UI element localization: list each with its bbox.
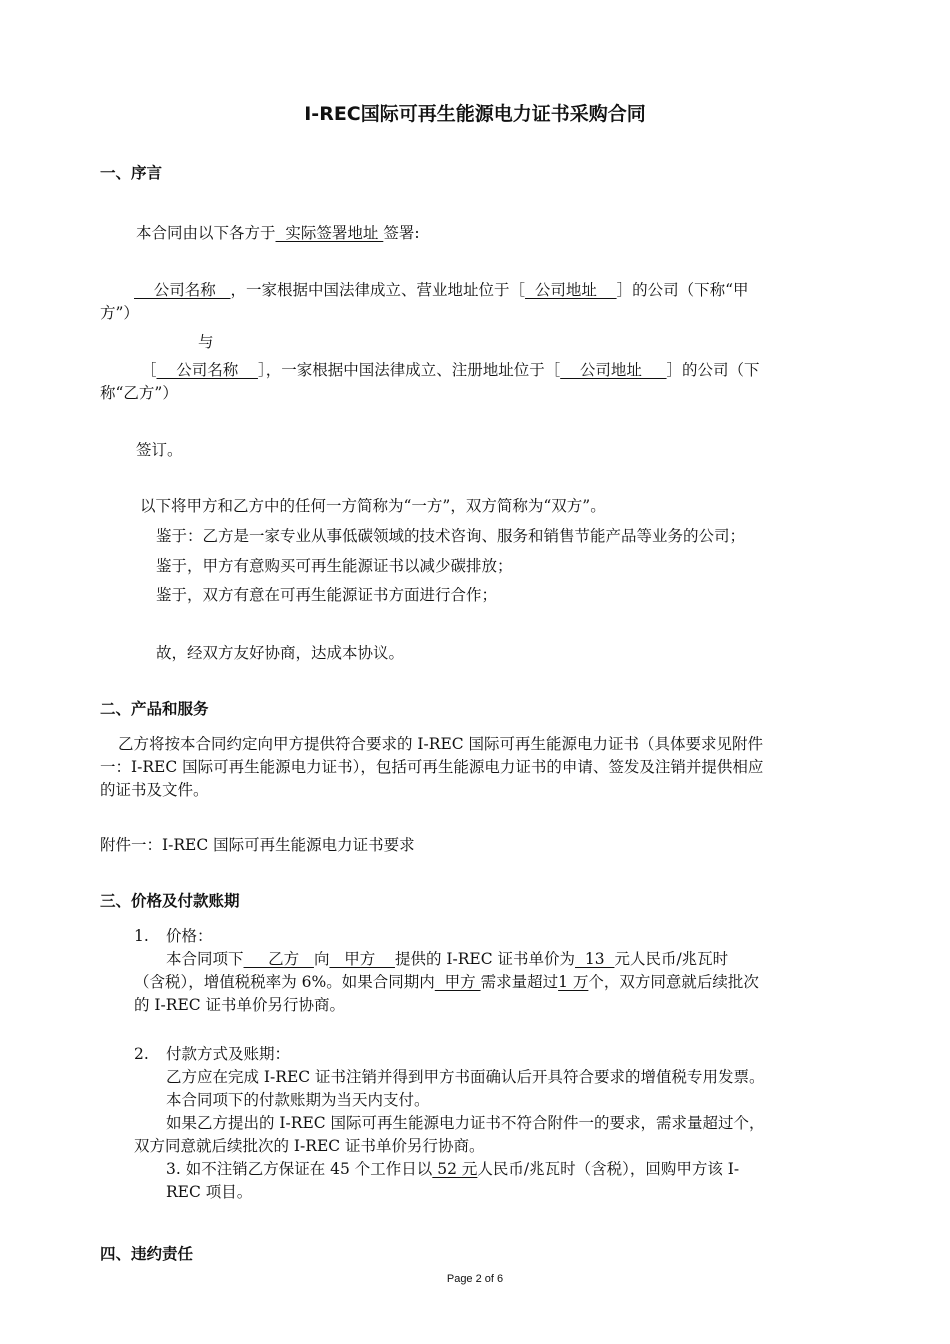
party-a-address-blank: 公司地址 (525, 281, 617, 299)
tax-text: （含税），增值税税率为 6%。如果合同期内 (134, 973, 435, 991)
payment-line-3: 如果乙方提出的 I-REC 国际可再生能源电力证书不符合附件一的要求，需求量超过个， (166, 1114, 765, 1132)
whereas-3: 鉴于，双方有意在可再生能源证书方面进行合作； (156, 586, 498, 604)
party-a-suffix: ］的公司（下称“甲 (616, 281, 749, 299)
demand-text: 需求量超过 (480, 973, 559, 991)
party-b-name-blank: 公司名称 (156, 361, 258, 379)
section-2-heading: 二、产品和服务 (100, 700, 209, 718)
unit-price-blank: 13 (575, 950, 615, 968)
negotiation-text: 个，双方同意就后续批次 (588, 973, 759, 991)
seller-blank: 乙方 (243, 950, 314, 968)
sec2-line-3: 的证书及文件。 (100, 781, 209, 799)
party-b-suffix: ］的公司（下 (666, 361, 760, 379)
price-text-c: 提供的 I-REC 证书单价为 (394, 950, 576, 968)
party-b-bracket: ［ (141, 361, 157, 379)
price-unit: 元人民币/兆瓦时 (614, 950, 729, 968)
party-a-continuation: 方”） (100, 304, 139, 322)
abbreviation-text: 以下将甲方和乙方中的任何一方简称为“一方”，双方简称为“双方”。 (140, 497, 606, 515)
quantity-blank: 1 万 (558, 973, 589, 991)
item-1-number: 1. (134, 927, 149, 945)
page-footer: Page 2 of 6 (446, 1273, 504, 1285)
buyer-blank-2: 甲方 (434, 973, 481, 991)
party-a-name-blank: 公司名称 (134, 281, 231, 299)
buyback-line-1 (166, 1158, 739, 1180)
buyback-price-blank: 52 元 (432, 1160, 478, 1178)
buyback-line-2: REC 项目。 (166, 1183, 253, 1201)
payment-line-2: 本合同项下的付款账期为当天内支付。 (166, 1091, 430, 1109)
price-text-b: 向 (313, 950, 330, 968)
whereas-1: 鉴于：乙方是一家专业从事低碳领域的技术咨询、服务和销售节能产品等业务的公司； (156, 527, 746, 545)
signing-place-blank: 实际签署地址 (275, 224, 384, 242)
section-4-heading: 四、违约责任 (100, 1245, 194, 1263)
and-connector: 与 (198, 333, 214, 351)
party-b-continuation: 称“乙方”） (100, 384, 178, 402)
section-1-heading: 一、序言 (100, 164, 163, 182)
item-2-label: 付款方式及账期： (166, 1045, 291, 1063)
signing-prefix: 本合同由以下各方于 (136, 224, 276, 242)
party-b-address-blank: 公司地址 (560, 361, 667, 379)
sec2-line-1: 乙方将按本合同约定向甲方提供符合要求的 I-REC 国际可再生能源电力证书（具体要求见附件 (118, 735, 764, 753)
payment-line-1: 乙方应在完成 I-REC 证书注销并得到甲方书面确认后开具符合要求的增值税专用发票。 (166, 1068, 765, 1086)
signing-suffix: 签署: (383, 224, 420, 242)
party-b-line (141, 359, 760, 381)
party-a-line (134, 279, 749, 301)
item-1-label: 价格： (166, 927, 213, 945)
signed-text: 签订。 (136, 441, 183, 459)
therefore-text: 故，经双方友好协商，达成本协议。 (156, 644, 405, 662)
buyback-text-b: 人民币/兆瓦时（含税），回购甲方该 I- (477, 1160, 740, 1178)
signing-statement (136, 222, 420, 244)
contract-title: I-REC国际可再生能源电力证书采购合同 (304, 103, 646, 125)
whereas-2: 鉴于，甲方有意购买可再生能源证书以减少碳排放； (156, 557, 513, 575)
party-b-desc: ］，一家根据中国法律成立、注册地址位于［ (257, 361, 561, 379)
price-line-2 (134, 971, 759, 993)
annex-reference: 附件一：I-REC 国际可再生能源电力证书要求 (100, 836, 415, 854)
sec2-line-2: 一：I-REC 国际可再生能源电力证书），包括可再生能源电力证书的申请、签发及注销并提供相应 (100, 758, 764, 776)
section-3-heading: 三、价格及付款账期 (100, 892, 240, 910)
price-text-a: 本合同项下 (166, 950, 244, 968)
price-line-3: 的 I-REC 证书单价另行协商。 (134, 996, 346, 1014)
buyback-text-a: 3. 如不注销乙方保证在 45 个工作日以 (166, 1160, 433, 1178)
buyer-blank: 甲方 (329, 950, 395, 968)
price-line-1 (166, 948, 728, 970)
party-a-desc: ，一家根据中国法律成立、营业地址位于［ (230, 281, 526, 299)
item-2-number: 2. (134, 1045, 149, 1063)
payment-line-4: 双方同意就后续批次的 I-REC 证书单价另行协商。 (134, 1137, 485, 1155)
